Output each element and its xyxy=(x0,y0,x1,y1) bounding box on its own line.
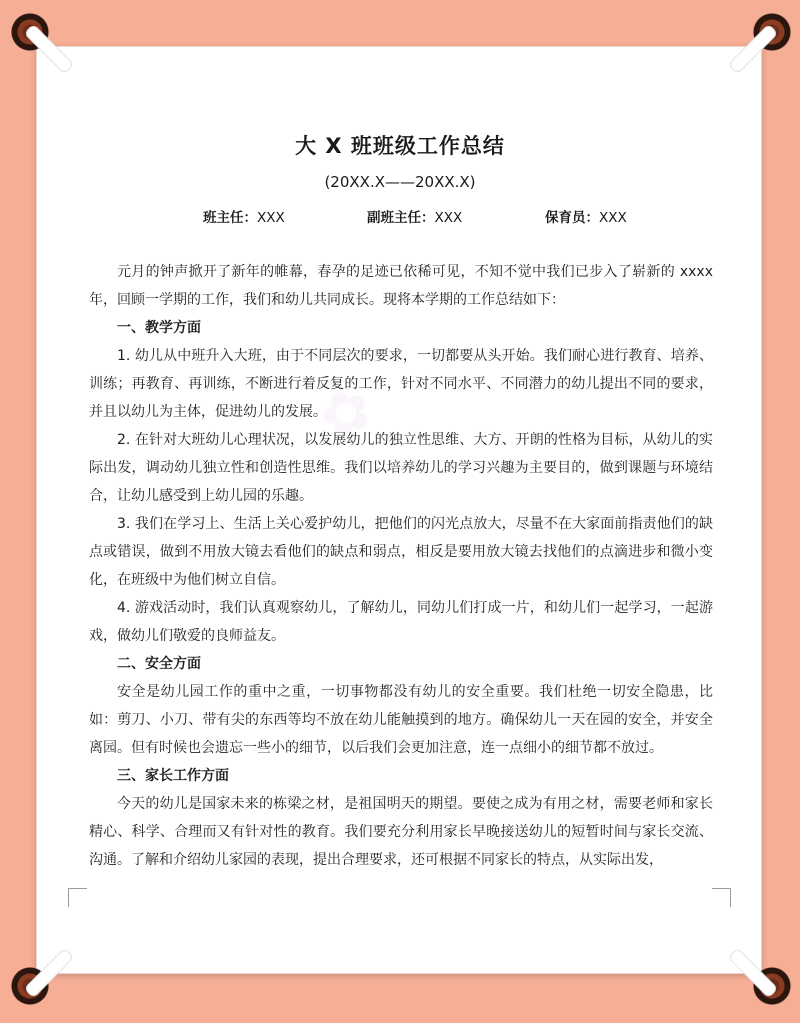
teaching-paragraph: 3. 我们在学习上、生活上关心爱护幼儿，把他们的闪光点放大，尽量不在大家面前指责他们的缺点或错误，做到不用放大镜去看他们的缺点和弱点，相反是要用放大镜去找他们的点滴进步和微小变化，在班级中为他们树立自信。 xyxy=(89,516,713,588)
staff-value: XXX xyxy=(257,210,285,226)
document-period: (20XX.X——20XX.X) xyxy=(324,173,476,191)
section-heading-parents: 三、家长工作方面 xyxy=(117,768,229,784)
section-heading-teaching: 一、教学方面 xyxy=(117,320,201,336)
staff-label: 副班主任： xyxy=(367,210,435,226)
staff-deputy-teacher xyxy=(367,206,462,226)
teaching-paragraph: 2. 在针对大班幼儿心理状况，以发展幼儿的独立性思维、大方、开朗的性格为目标，从幼儿的实际出发，调动幼儿独立性和创造性思维。我们以培养幼儿的学习兴趣为主要目的，做到课题与环境结合，让幼儿感受到上幼儿园的乐趣。 xyxy=(89,432,713,504)
intro-paragraph: 元月的钟声掀开了新年的帷幕，春孕的足迹已依稀可见，不知不觉中我们已步入了崭新的 xxxx 年，回顾一学期的工作，我们和幼儿共同成长。现将本学期的工作总结如下： xyxy=(89,264,713,308)
parents-paragraph: 今天的幼儿是国家未来的栋梁之材，是祖国明天的期望。要使之成为有用之材，需要老师和家长精心、科学、合理而又有针对性的教育。我们要充分利用家长早晚接送幼儿的短暂时间与家长交流、沟通。了解和介绍幼儿家园的表现，提出合理要求，还可根据不同家长的特点，从实际出发， xyxy=(89,796,713,868)
safety-paragraph: 安全是幼儿园工作的重中之重，一切事物都没有幼儿的安全重要。我们杜绝一切安全隐患，比如：剪刀、小刀、带有尖的东西等均不放在幼儿能触摸到的地方。确保幼儿一天在园的安全，并安全离园。但有时候也会遗忘一些小的细节，以后我们会更加注意，连一点细小的细节都不放过。 xyxy=(89,684,713,756)
crop-mark-icon xyxy=(68,888,87,907)
section-heading-safety: 二、安全方面 xyxy=(117,656,201,672)
staff-value: XXX xyxy=(599,210,627,226)
document-title: 大 X 班班级工作总结 xyxy=(295,134,505,158)
staff-head-teacher xyxy=(203,206,285,226)
staff-label: 保育员： xyxy=(545,210,599,226)
teaching-paragraph: 4. 游戏活动时，我们认真观察幼儿，了解幼儿，同幼儿们打成一片，和幼儿们一起学习，一起游戏，做幼儿们敬爱的良师益友。 xyxy=(89,600,713,644)
crop-mark-icon xyxy=(712,888,731,907)
staff-label: 班主任： xyxy=(203,210,257,226)
staff-caregiver xyxy=(545,206,627,226)
staff-value: XXX xyxy=(434,210,463,226)
teaching-paragraph: 1. 幼儿从中班升入大班，由于不同层次的要求，一切都要从头开始。我们耐心进行教育、培养、训练；再教育、再训练，不断进行着反复的工作，针对不同水平、不同潜力的幼儿提出不同的要求，并且以幼儿为主体，促进幼儿的发展。 xyxy=(89,348,713,420)
document-body xyxy=(89,258,713,874)
